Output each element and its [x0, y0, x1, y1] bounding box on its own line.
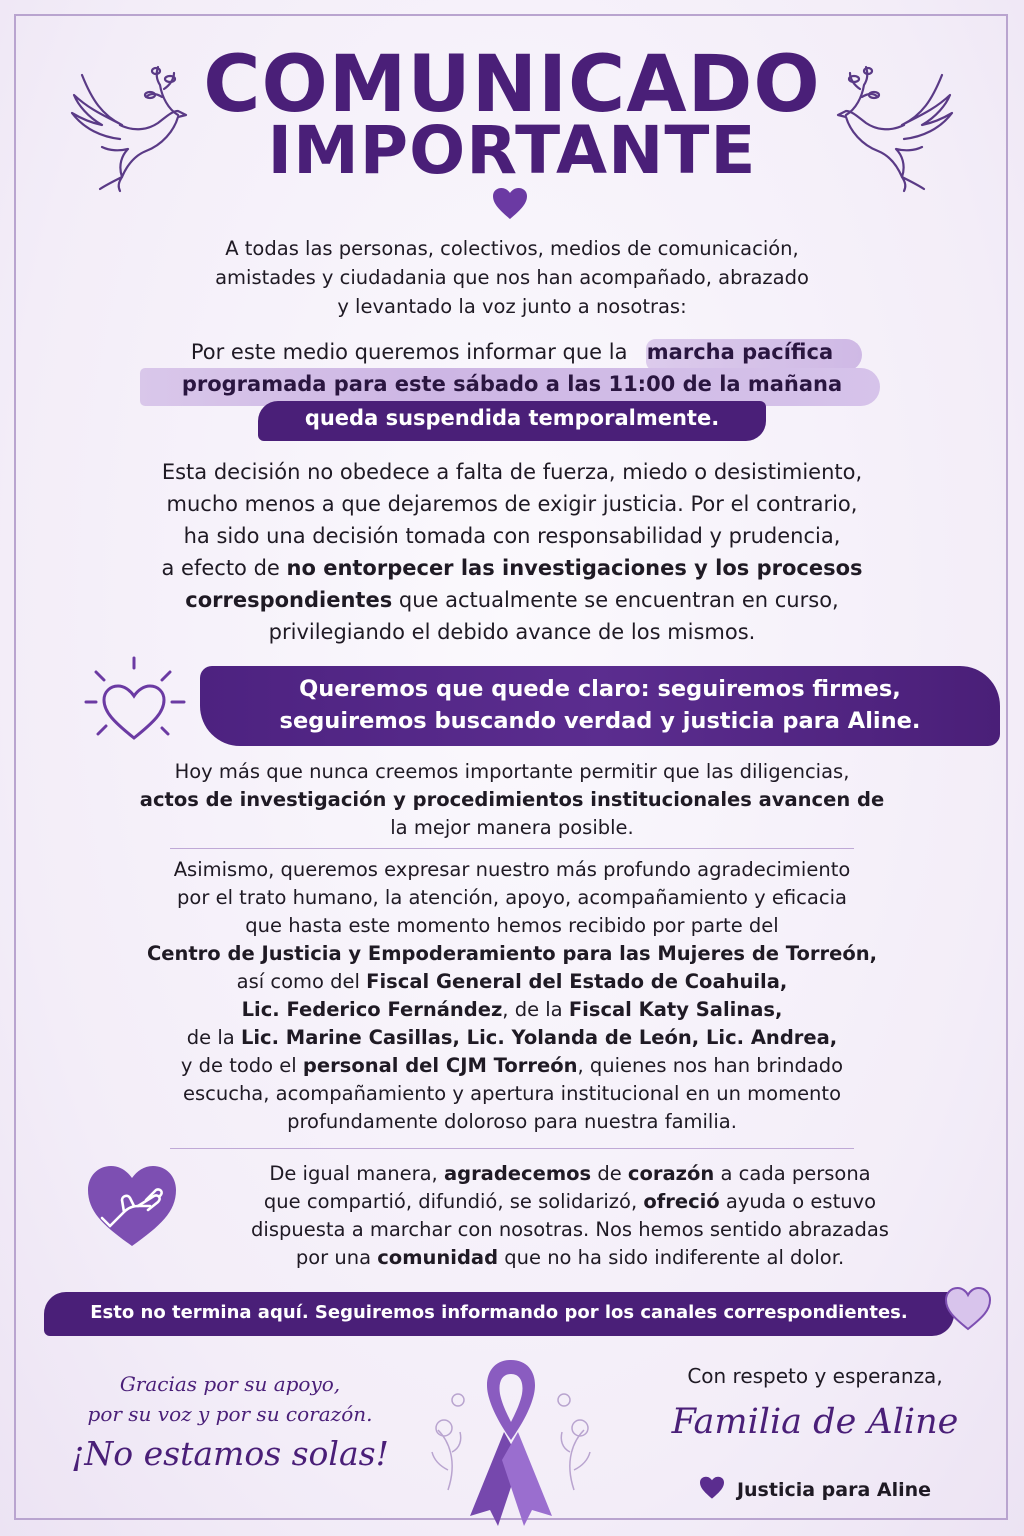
gratitude-line: [0, 968, 1024, 996]
text: , quienes nos han brindado: [577, 1054, 844, 1077]
text: De igual manera,: [269, 1162, 444, 1185]
text: que compartió, difundió, se solidarizó,: [263, 1190, 644, 1213]
community-line: [190, 1160, 950, 1188]
firm-banner: [200, 673, 1000, 737]
bold-text: Lic. Federico Fernández: [241, 998, 503, 1021]
gratitude-paragraph: [0, 856, 1024, 1136]
announcement-line-1: [0, 340, 1024, 364]
family-signature: Familia de Aline: [671, 1402, 959, 1442]
text: de: [591, 1162, 628, 1185]
decision-paragraph: [0, 456, 1024, 648]
today-line: la mejor manera posible.: [390, 816, 634, 839]
gratitude-line: por el trato humano, la atención, apoyo, acompañamiento y eficacia: [177, 886, 847, 909]
gratitude-line: que hasta este momento hemos recibido por parte del: [245, 914, 779, 937]
intro-line: A todas las personas, colectivos, medios de comunicación,: [225, 237, 799, 260]
heart-icon: [944, 1286, 992, 1332]
community-line: [190, 1244, 950, 1272]
divider: [170, 1148, 854, 1149]
community-line: dispuesta a marchar con nosotras. Nos hemos sentido abrazadas: [251, 1218, 889, 1241]
today-line: actos de investigación y procedimientos institucionales avancen de: [139, 788, 885, 811]
text: y de todo el: [180, 1054, 303, 1077]
text: que actualmente se encuentran en curso,: [392, 588, 839, 612]
bold-text: correspondientes: [185, 588, 393, 612]
gratitude-line: [0, 1024, 1024, 1052]
today-paragraph: [0, 758, 1024, 842]
justice-tagline: [660, 1476, 970, 1501]
community-paragraph: [190, 1160, 950, 1272]
announcement-pre: Por este medio queremos informar que la: [190, 340, 628, 364]
bold-text: comunidad: [377, 1246, 499, 1269]
text: ayuda o estuvo: [719, 1190, 877, 1213]
banner-line: Queremos que quede claro: seguiremos firmes,: [299, 676, 901, 702]
divider: [170, 848, 854, 849]
bold-text: Lic. Marine Casillas, Lic. Yolanda de León, Lic. Andrea,: [240, 1026, 838, 1049]
decision-line: [0, 552, 1024, 584]
bold-text: Fiscal Katy Salinas,: [568, 998, 783, 1021]
thanks-line: por su voz y por su corazón.: [87, 1402, 373, 1426]
decision-line: ha sido una decisión tomada con responsabilidad y prudencia,: [183, 524, 841, 548]
gratitude-line: [0, 940, 1024, 968]
heart-outline-icon: [74, 652, 194, 756]
today-line: Hoy más que nunca creemos importante permitir que las diligencias,: [174, 760, 850, 783]
bold-text: no entorpecer las investigaciones y los procesos: [286, 556, 863, 580]
bold-text: corazón: [627, 1162, 715, 1185]
decision-line: mucho menos a que dejaremos de exigir justicia. Por el contrario,: [166, 492, 858, 516]
bold-text: ofreció: [643, 1190, 720, 1213]
gratitude-line: escucha, acompañamiento y apertura institucional en un momento: [182, 1082, 841, 1105]
justice-tagline-text: Justicia para Aline: [736, 1479, 932, 1501]
banner-line: seguiremos buscando verdad y justicia para Aline.: [279, 708, 921, 734]
text: a cada persona: [714, 1162, 871, 1185]
announcement-highlight-1: marcha pacífica: [646, 340, 834, 364]
text: , de la: [502, 998, 569, 1021]
heart-icon: [699, 1476, 725, 1500]
community-line: [190, 1188, 950, 1216]
not-alone-line: ¡No estamos solas!: [71, 1434, 389, 1473]
thanks-line: Gracias por su apoyo,: [119, 1372, 341, 1396]
title-line-2: IMPORTANTE: [267, 112, 757, 189]
decision-line: privilegiando el debido avance de los mismos.: [268, 620, 756, 644]
intro-paragraph: [0, 234, 1024, 321]
bold-text: Centro de Justicia y Empoderamiento para las Mujeres de Torreón,: [146, 942, 878, 965]
text: que no ha sido indiferente al dolor.: [498, 1246, 845, 1269]
text: a efecto de: [161, 556, 287, 580]
intro-line: amistades y ciudadania que nos han acompañado, abrazado: [215, 266, 809, 289]
sign-off-line: Con respeto y esperanza,: [687, 1364, 943, 1388]
decision-line: [0, 584, 1024, 616]
heart-icon: [492, 187, 528, 221]
text: por una: [295, 1246, 378, 1269]
gratitude-line: [0, 1052, 1024, 1080]
closing-banner: Esto no termina aquí. Seguiremos informando por los canales correspondientes.: [90, 1302, 908, 1323]
bold-text: Fiscal General del Estado de Coahuila,: [366, 970, 788, 993]
text: de la: [186, 1026, 241, 1049]
awareness-ribbon-icon: [418, 1340, 604, 1530]
heart-hand-icon: [84, 1160, 180, 1250]
bold-text: agradecemos: [443, 1162, 592, 1185]
gratitude-line: profundamente doloroso para nuestra familia.: [287, 1110, 737, 1133]
title-line-1: COMUNICADO: [203, 40, 821, 130]
decision-line: Esta decisión no obedece a falta de fuerza, miedo o desistimiento,: [161, 460, 863, 484]
gratitude-line: [0, 996, 1024, 1024]
announcement-highlight-3: queda suspendida temporalmente.: [304, 406, 720, 430]
bold-text: personal del CJM Torreón: [302, 1054, 578, 1077]
text: así como del: [236, 970, 367, 993]
announcement-highlight-2: programada para este sábado a las 11:00 de la mañana: [181, 372, 843, 396]
intro-line: y levantado la voz junto a nosotras:: [337, 295, 687, 318]
gratitude-line: Asimismo, queremos expresar nuestro más profundo agradecimiento: [173, 858, 851, 881]
